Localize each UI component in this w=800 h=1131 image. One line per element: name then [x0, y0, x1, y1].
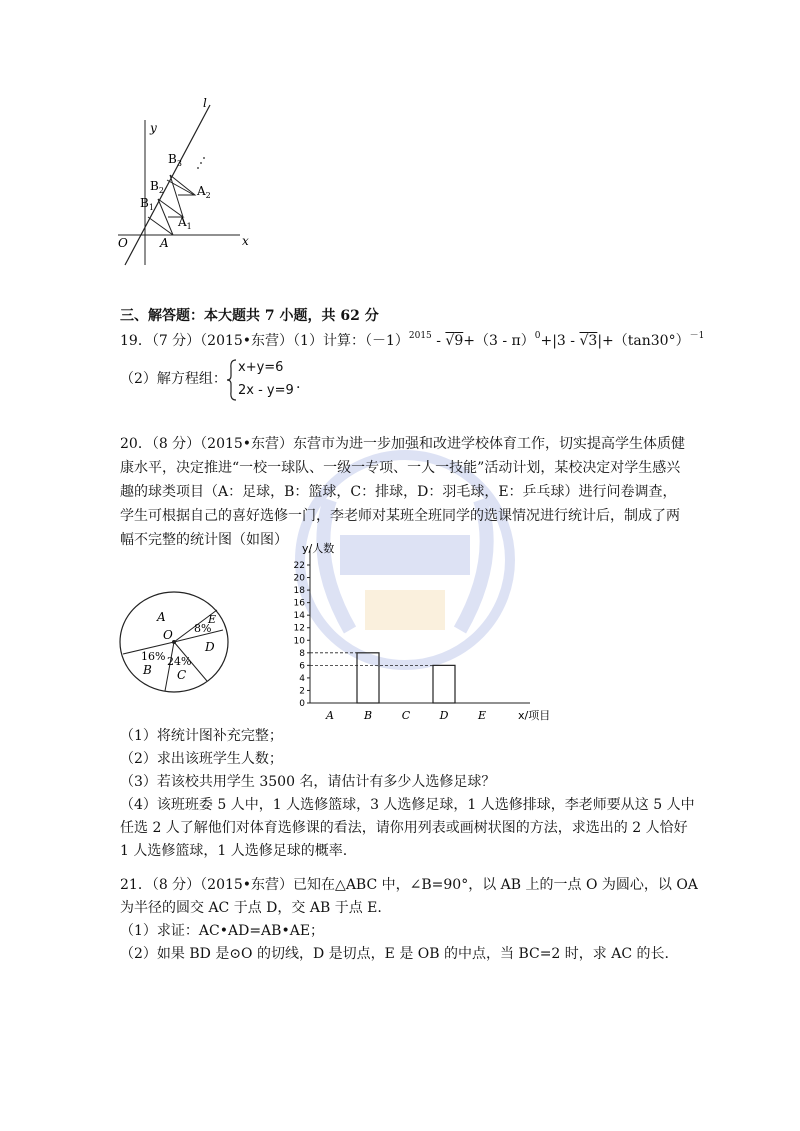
point-b1-label: $B_1$: [140, 196, 154, 212]
y-tick-label: 18: [293, 586, 305, 597]
y-tick-label: 20: [293, 573, 305, 584]
section-heading: 三、解答题：本大题共 7 小题，共 62 分: [120, 308, 379, 324]
bar-chart: [280, 540, 560, 725]
q20-line-5: 幅不完整的统计图（如图）: [120, 532, 288, 548]
pie-label-o: O: [163, 628, 173, 642]
y-tick-label: 10: [293, 636, 305, 647]
x-category-label: E: [477, 709, 487, 722]
brace-icon: [226, 358, 238, 402]
q20-question-5: 任选 2 人了解他们对体育选修课的看法，请你用列表或画树状图的方法，求选出的 2 人恰好: [120, 820, 688, 836]
y-axis-label: y: [150, 121, 157, 135]
y-tick-label: 4: [299, 673, 305, 684]
q20-line-1: 20．（8 分）（2015•东营）东营市为进一步加强和改进学校体育工作，切实提高学生体质健: [120, 436, 686, 452]
x-axis-title: x/项目: [518, 709, 551, 722]
q21-line-1: 21．（8 分）（2015•东营）已知在△ABC 中，∠B=90°，以 AB 上的一点 O 为圆心，以 OA: [120, 877, 698, 893]
point-a-label: A: [160, 236, 169, 250]
x-category-label: B: [363, 709, 373, 722]
y-tick-label: 14: [293, 611, 305, 622]
q20-question-2: （2）求出该班学生人数；: [120, 751, 283, 767]
y-tick-label: 8: [299, 648, 305, 659]
q19-part2-label: （2）解方程组：: [120, 371, 227, 387]
y-tick-label: 22: [293, 561, 305, 571]
pie-percent-b: 16%: [141, 650, 166, 663]
y-tick-label: 2: [299, 686, 305, 697]
y-tick-label: 0: [299, 699, 305, 709]
q21-line-4: （2）如果 BD 是⊙O 的切线，D 是切点，E 是 OB 的中点，当 BC=2 时，求 AC 的长.: [120, 946, 669, 962]
y-tick-label: 12: [293, 623, 305, 634]
pie-label-d: D: [205, 640, 215, 654]
point-a2-label: $A_2$: [197, 184, 211, 200]
q19-part1: 19．（7 分）（2015•东营）（1）计算：$(-1)^{2015} - √9+(3 - \pi)^0+|3 - √3|+(\tan 30^\circ)^{-1}$: [120, 331, 705, 349]
pie-label-b: B: [143, 663, 152, 677]
q19-equation-1: x+y=6: [238, 360, 284, 375]
q19-equation-2: 2x - y=9: [238, 383, 294, 398]
q20-line-3: 趣的球类项目（A：足球，B：篮球，C：排球，D：羽毛球，E：乒乓球）进行问卷调查，: [120, 484, 677, 500]
point-b3-label: $B_3$: [168, 152, 182, 168]
point-b2-label: $B_2$: [150, 179, 164, 195]
y-axis-title: y/人数: [302, 542, 335, 555]
q20-line-4: 学生可根据自己的喜好选修一门，李老师对某班全班同学的选课情况进行统计后，制成了两: [120, 508, 680, 524]
q21-line-3: （1）求证：AC•AD=AB•AE；: [120, 923, 325, 939]
point-a1-label: $A_1$: [178, 215, 192, 231]
pie-label-c: C: [177, 668, 187, 682]
q21-line-2: 为半径的圆交 AC 于点 D，交 AB 于点 E.: [120, 900, 382, 916]
x-axis-label: x: [242, 234, 249, 248]
q20-question-4: （4）该班班委 5 人中，1 人选修篮球，3 人选修足球，1 人选修排球，李老师要从这 5 人中: [120, 797, 695, 813]
pie-label-a: A: [157, 610, 166, 624]
q20-question-6: 1 人选修篮球，1 人选修足球的概率.: [120, 843, 348, 859]
origin-label: O: [118, 236, 128, 250]
bar: [433, 665, 455, 703]
x-category-label: A: [326, 709, 334, 722]
q19-period: .: [296, 376, 301, 392]
q18-geometry-figure: [110, 95, 270, 270]
pie-percent-c: 24%: [167, 655, 192, 668]
x-category-label: D: [439, 709, 449, 722]
line-l-label: l: [203, 96, 207, 110]
y-tick-label: 6: [299, 661, 305, 672]
pie-percent-e: 8%: [194, 622, 212, 635]
y-tick-label: 16: [293, 598, 305, 609]
bar: [357, 653, 379, 703]
q20-line-2: 康水平，决定推进“一校一球队、一级一专项、一人一技能”活动计划，某校决定对学生感兴: [120, 460, 681, 476]
q20-question-1: （1）将统计图补充完整；: [120, 728, 283, 744]
pie-label-e: E: [208, 613, 217, 626]
x-category-label: C: [401, 709, 411, 722]
pie-chart: [115, 585, 235, 695]
q20-question-3: （3）若该校共用学生 3500 名，请估计有多少人选修足球？: [120, 774, 496, 790]
